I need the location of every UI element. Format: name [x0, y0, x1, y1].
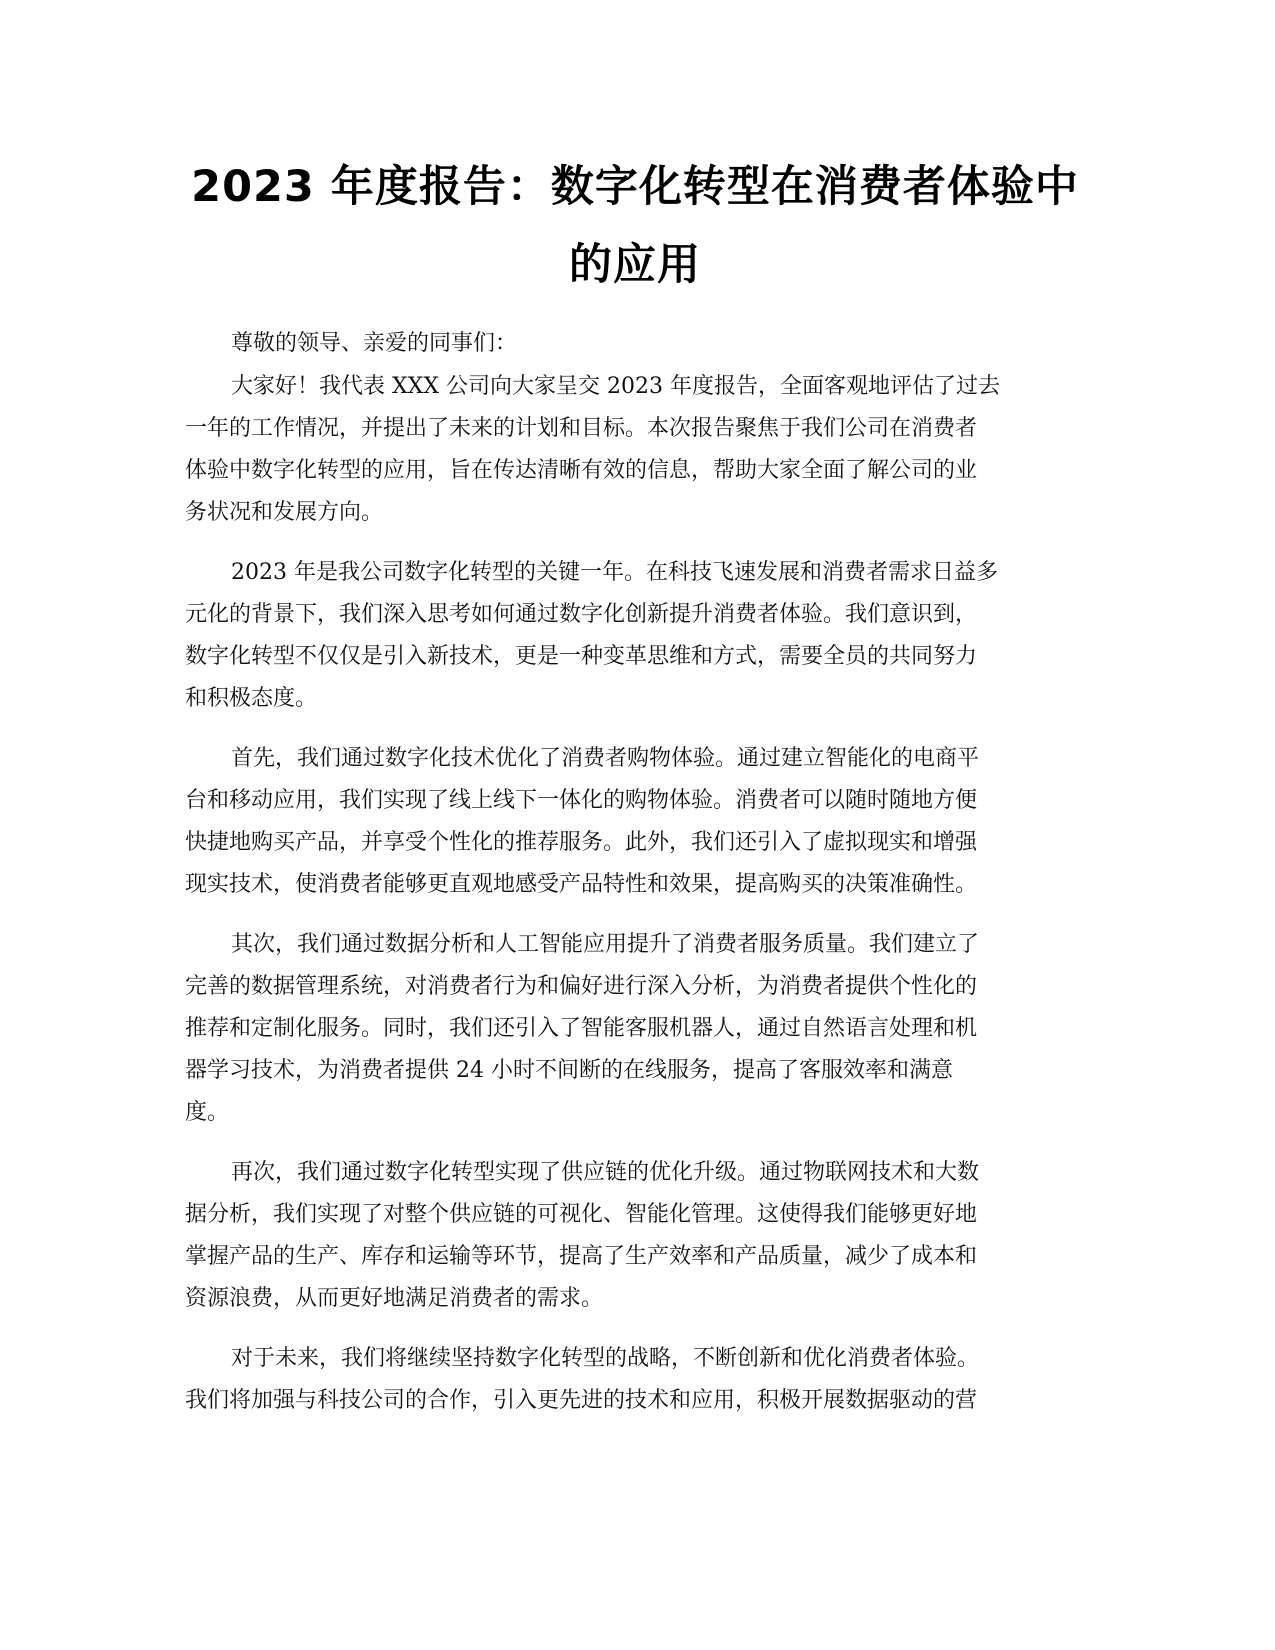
- paragraph-line: 快捷地购买产品，并享受个性化的推荐服务。此外，我们还引入了虚拟现实和增强: [185, 830, 978, 855]
- paragraph-line: 我们将加强与科技公司的合作，引入更先进的技术和应用，积极开展数据驱动的营: [185, 1388, 978, 1413]
- paragraph-line: 一年的工作情况，并提出了未来的计划和目标。本次报告聚焦于我们公司在消费者: [185, 416, 978, 441]
- paragraph-line: 首先，我们通过数字化技术优化了消费者购物体验。通过建立智能化的电商平: [231, 746, 980, 771]
- paragraph-line: 推荐和定制化服务。同时，我们还引入了智能客服机器人，通过自然语言处理和机: [185, 1016, 978, 1041]
- paragraph-intro: [185, 366, 1090, 534]
- paragraph-line: 器学习技术，为消费者提供 24 小时不间断的在线服务，提高了客服效率和满意: [185, 1058, 953, 1083]
- paragraph-line: 掌握产品的生产、库存和运输等环节，提高了生产效率和产品质量，减少了成本和: [185, 1244, 978, 1269]
- paragraph-line: 元化的背景下，我们深入思考如何通过数字化创新提升消费者体验。我们意识到，: [185, 602, 978, 627]
- paragraph-line: 体验中数字化转型的应用，旨在传达清晰有效的信息，帮助大家全面了解公司的业: [185, 458, 978, 483]
- title-line-2: 的应用: [569, 240, 701, 290]
- paragraph-line: 务状况和发展方向。: [185, 500, 384, 525]
- paragraph-line: 再次，我们通过数字化转型实现了供应链的优化升级。通过物联网技术和大数: [231, 1160, 980, 1185]
- paragraph-line: 据分析，我们实现了对整个供应链的可视化、智能化管理。这使得我们能够更好地: [185, 1202, 978, 1227]
- paragraph-line: 现实技术，使消费者能够更直观地感受产品特性和效果，提高购买的决策准确性。: [185, 872, 978, 897]
- paragraph-2023-key-year: [185, 552, 1090, 720]
- paragraph-line: 资源浪费，从而更好地满足消费者的需求。: [185, 1286, 604, 1311]
- salutation: 尊敬的领导、亲爱的同事们：: [231, 331, 518, 356]
- paragraph-service-quality: [185, 924, 1090, 1134]
- paragraph-shopping-experience: [185, 738, 1090, 906]
- paragraph-line: 完善的数据管理系统，对消费者行为和偏好进行深入分析，为消费者提供个性化的: [185, 974, 978, 999]
- paragraph-line: 2023 年是我公司数字化转型的关键一年。在科技飞速发展和消费者需求日益多: [231, 560, 998, 585]
- title-line-1: 2023 年度报告：数字化转型在消费者体验中: [191, 162, 1079, 212]
- paragraph-line: 台和移动应用，我们实现了线上线下一体化的购物体验。消费者可以随时随地方便: [185, 788, 978, 813]
- paragraph-supply-chain: [185, 1152, 1090, 1320]
- paragraph-line: 和积极态度。: [185, 686, 318, 711]
- paragraph-line: 其次，我们通过数据分析和人工智能应用提升了消费者服务质量。我们建立了: [231, 932, 980, 957]
- paragraph-future: [185, 1338, 1090, 1422]
- paragraph-line: 大家好！我代表 XXX 公司向大家呈交 2023 年度报告，全面客观地评估了过去: [231, 374, 1000, 399]
- paragraph-line: 对于未来，我们将继续坚持数字化转型的战略，不断创新和优化消费者体验。: [231, 1346, 980, 1371]
- paragraph-line: 度。: [185, 1100, 230, 1125]
- paragraph-line: 数字化转型不仅仅是引入新技术，更是一种变革思维和方式，需要全员的共同努力: [185, 644, 978, 669]
- document-title: [185, 148, 1085, 304]
